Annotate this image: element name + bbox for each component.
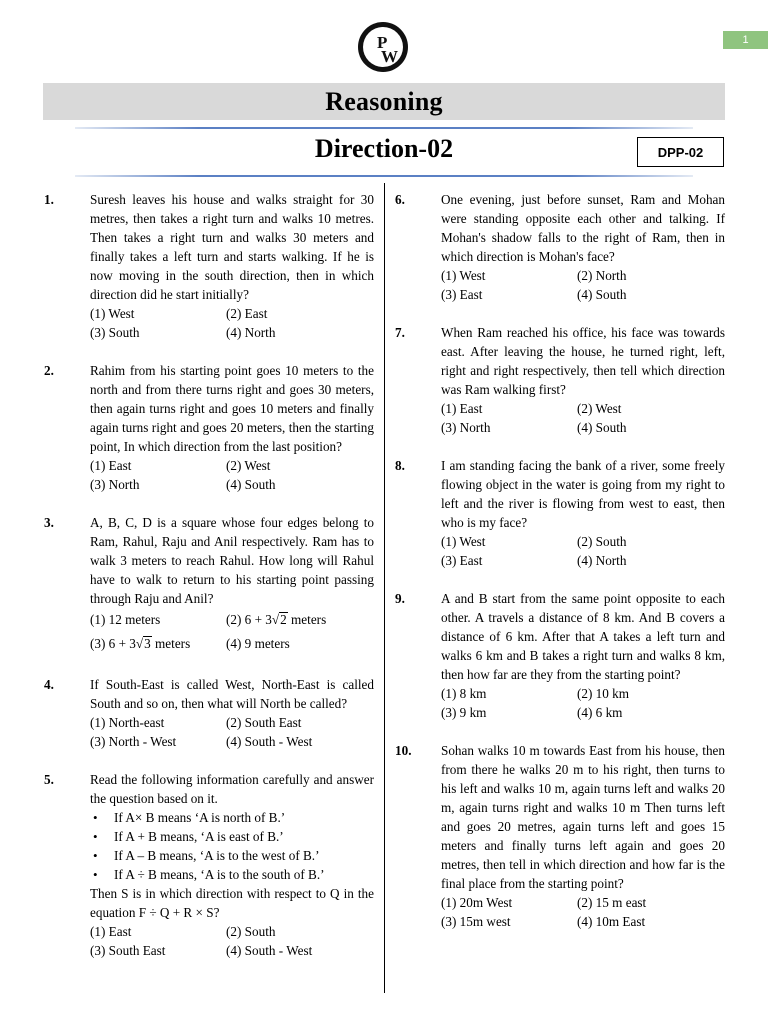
pw-logo bbox=[357, 21, 409, 73]
option-1: (1) 8 km bbox=[441, 686, 487, 701]
right-column bbox=[395, 190, 725, 950]
option-1: (1) East bbox=[441, 401, 483, 416]
option-3: (3) North bbox=[441, 420, 491, 435]
option-2: (2) 15 m east bbox=[577, 895, 647, 910]
radicand: 2 bbox=[280, 612, 287, 627]
option-4: (4) North bbox=[577, 553, 627, 568]
option-4: (4) 6 km bbox=[577, 705, 623, 720]
question-6 bbox=[395, 190, 725, 304]
option-3-prefix: (3) 6 + 3 bbox=[90, 636, 136, 651]
question-text: A, B, C, D is a square whose four edges belong to Ram, Rahul, Raju and Anil respectively. Ram has to walk 3 meters to reach Rahul. How long will Rahul have to walk to return to his starting point passing through Raju and Anil? bbox=[90, 515, 374, 606]
question-text: Read the following information carefully and answer the question based on it. bbox=[90, 772, 374, 806]
header-rule-top bbox=[75, 127, 693, 129]
option-1: (1) West bbox=[441, 534, 486, 549]
option-1: (1) West bbox=[441, 268, 486, 283]
chapter-title: Direction-02 bbox=[314, 134, 454, 163]
question-number: 10. bbox=[395, 743, 412, 758]
option-2: (2) South East bbox=[226, 715, 302, 730]
option-4: (4) 10m East bbox=[577, 914, 646, 929]
column-divider bbox=[384, 183, 385, 993]
option-3: (3) 15m west bbox=[441, 914, 511, 929]
question-number: 2. bbox=[44, 363, 54, 378]
option-1: (1) 20m West bbox=[441, 895, 513, 910]
option-3: (3) North - West bbox=[90, 734, 177, 749]
option-1: (1) North-east bbox=[90, 715, 165, 730]
question-text: If South-East is called West, North-East is called South and so on, then what will North be called? bbox=[90, 677, 374, 711]
question-text: One evening, just before sunset, Ram and Mohan were standing opposite each other and talking. If Mohan's shadow falls to the right of Ram, then in which direction is Mohan's face? bbox=[441, 192, 725, 264]
option-3 bbox=[90, 632, 226, 656]
question-4 bbox=[44, 675, 374, 751]
condition-item: • If A + B means, ‘A is east of B.’ bbox=[90, 827, 374, 846]
option-1: (1) 12 meters bbox=[90, 612, 161, 627]
option-4: (4) South bbox=[226, 477, 276, 492]
options-grid bbox=[90, 304, 374, 342]
svg-text:P: P bbox=[377, 33, 388, 52]
option-2: (2) South bbox=[226, 924, 276, 939]
dpp-tag: DPP-02 bbox=[637, 137, 724, 167]
option-2: (2) East bbox=[226, 306, 268, 321]
question-5 bbox=[44, 770, 374, 960]
options-grid bbox=[90, 608, 374, 656]
question-number: 6. bbox=[395, 192, 405, 207]
page-number-badge: 1 bbox=[723, 31, 768, 49]
option-4: (4) South bbox=[577, 287, 627, 302]
option-3: (3) 9 km bbox=[441, 705, 487, 720]
option-1: (1) East bbox=[90, 924, 132, 939]
condition-item: • If A ÷ B means, ‘A is to the south of B.’ bbox=[90, 865, 374, 884]
question-text: Sohan walks 10 m towards East from his house, then from there he walks 20 m to his right, then turns to his left and walks 10 m, again turns left and walks 20 m, again turns right and walks 10 m Then turns left and goes 20 metres, again turns left and goes 15 meters and finally turns left again and goes 20 metres, then tell in which direction and how far is the final place from the starting point? bbox=[441, 743, 725, 891]
question-text: I am standing facing the bank of a river, some freely flowing object in the water is going from my right to left and the river is flowing from west to east, then who is my face? bbox=[441, 458, 725, 530]
header-rule-bottom bbox=[75, 175, 693, 177]
option-3: (3) South bbox=[90, 325, 140, 340]
options-grid bbox=[441, 399, 725, 437]
option-3: (3) North bbox=[90, 477, 140, 492]
question-text: When Ram reached his office, his face was towards east. After leaving the house, he turned right, left, right and right respectively, then tell which direction was Ram walking first? bbox=[441, 325, 725, 397]
option-2: (2) South bbox=[577, 534, 627, 549]
option-3-suffix: meters bbox=[151, 636, 191, 651]
question-text-continued: Then S is in which direction with respect to Q in the equation F ÷ Q + R × S? bbox=[90, 886, 374, 920]
question-number: 8. bbox=[395, 458, 405, 473]
question-number: 5. bbox=[44, 772, 54, 787]
subject-title: Reasoning bbox=[325, 86, 443, 116]
left-column bbox=[44, 190, 374, 979]
svg-text:W: W bbox=[381, 47, 398, 66]
options-grid bbox=[441, 893, 725, 931]
option-1: (1) East bbox=[90, 458, 132, 473]
options-grid bbox=[441, 532, 725, 570]
option-4: (4) 9 meters bbox=[226, 636, 290, 651]
subject-header-band bbox=[43, 83, 725, 120]
option-3: (3) East bbox=[441, 287, 483, 302]
condition-item: • If A× B means ‘A is north of B.’ bbox=[90, 808, 374, 827]
option-2 bbox=[226, 608, 374, 632]
question-text: Suresh leaves his house and walks straight for 30 metres, then takes a right turn and walks 10 metres. Then takes a right turn and walks 30 meters and finally takes a left turn and starts walking. If he is now moving in the south direction, then in which direction did he start initially? bbox=[90, 192, 374, 302]
condition-list bbox=[90, 808, 374, 884]
option-2: (2) North bbox=[577, 268, 627, 283]
option-2: (2) West bbox=[577, 401, 622, 416]
question-2 bbox=[44, 361, 374, 494]
question-8 bbox=[395, 456, 725, 570]
question-10 bbox=[395, 741, 725, 931]
option-4: (4) South - West bbox=[226, 943, 313, 958]
radical-sign: √ bbox=[271, 612, 280, 627]
question-number: 7. bbox=[395, 325, 405, 340]
question-number: 1. bbox=[44, 192, 54, 207]
option-2-prefix: (2) 6 + 3 bbox=[226, 612, 272, 627]
condition-item: • If A – B means, ‘A is to the west of B.’ bbox=[90, 846, 374, 865]
options-grid bbox=[90, 922, 374, 960]
option-2: (2) 10 km bbox=[577, 686, 630, 701]
option-4: (4) South bbox=[577, 420, 627, 435]
question-7 bbox=[395, 323, 725, 437]
option-3: (3) South East bbox=[90, 943, 166, 958]
option-2-suffix: meters bbox=[287, 612, 327, 627]
options-grid bbox=[441, 684, 725, 722]
question-number: 3. bbox=[44, 515, 54, 530]
option-2: (2) West bbox=[226, 458, 271, 473]
question-text: A and B start from the same point opposite to each other. A travels a distance of 8 km. And B covers a distance of 6 km. After that A takes a left turn and walks 6 km and B takes a right turn and walks 8 km, then how far are they from the starting point? bbox=[441, 591, 725, 682]
radical-sign: √ bbox=[135, 636, 144, 651]
option-4: (4) North bbox=[226, 325, 276, 340]
option-1: (1) West bbox=[90, 306, 135, 321]
options-grid bbox=[441, 266, 725, 304]
question-number: 4. bbox=[44, 677, 54, 692]
question-text: Rahim from his starting point goes 10 meters to the north and from there turns right and goes 30 meters, then again turns right and goes 10 meters and finally again turns right and goes 20 meters, then the starting point, In which direction from the last position? bbox=[90, 363, 374, 454]
option-3: (3) East bbox=[441, 553, 483, 568]
question-number: 9. bbox=[395, 591, 405, 606]
options-grid bbox=[90, 456, 374, 494]
question-3 bbox=[44, 513, 374, 656]
option-4: (4) South - West bbox=[226, 734, 313, 749]
radicand: 3 bbox=[144, 636, 151, 651]
options-grid bbox=[90, 713, 374, 751]
question-1 bbox=[44, 190, 374, 342]
question-9 bbox=[395, 589, 725, 722]
